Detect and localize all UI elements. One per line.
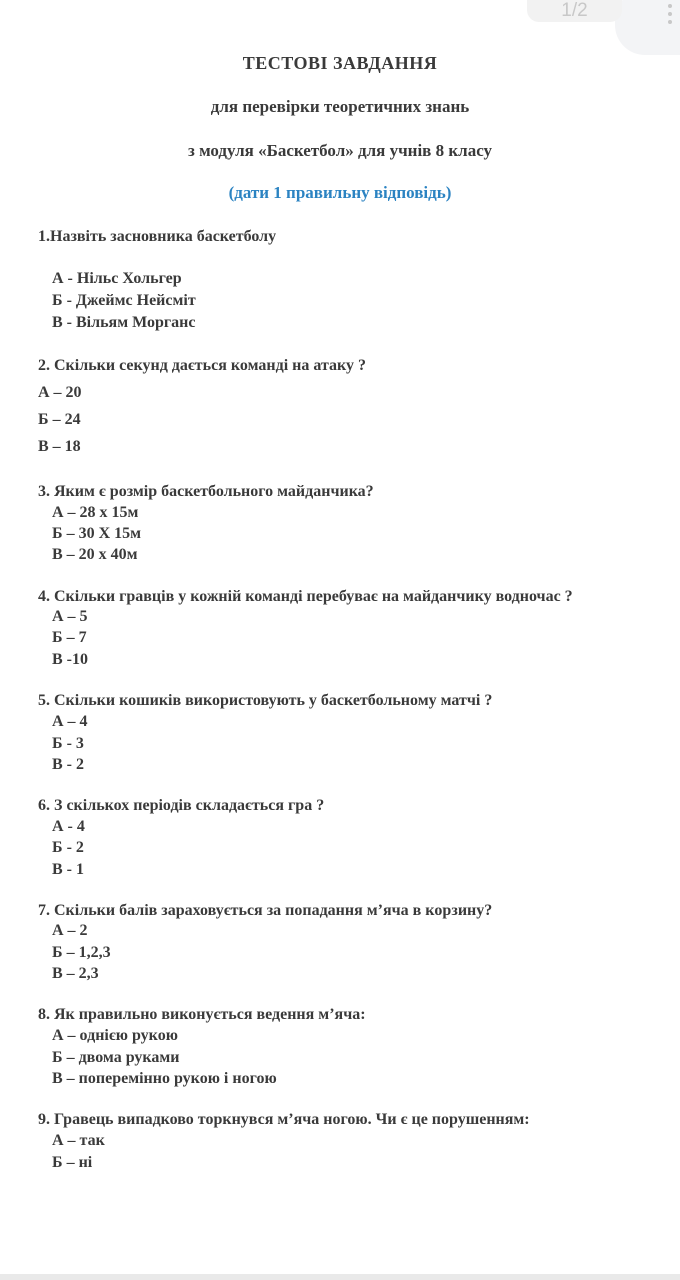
question-6-option-a: А - 4 bbox=[52, 818, 85, 835]
question-5-option-c: В - 2 bbox=[52, 756, 84, 773]
question-1-option-c: В - Вільям Морганс bbox=[52, 314, 196, 331]
question-1-option-a: А - Нільс Хольгер bbox=[52, 270, 182, 287]
question-8-option-b: Б – двома руками bbox=[52, 1049, 180, 1066]
question-6-option-c: В - 1 bbox=[52, 861, 84, 878]
question-8-option-c: В – поперемінно рукою і ногою bbox=[52, 1070, 277, 1087]
question-6: 6. З скількох періодів складається гра ? bbox=[38, 797, 325, 814]
instruction-note: (дати 1 правильну відповідь) bbox=[228, 183, 452, 202]
more-options-icon[interactable] bbox=[666, 4, 674, 26]
question-9-option-b: Б – ні bbox=[52, 1154, 93, 1171]
question-7-option-c: В – 2,3 bbox=[52, 965, 99, 982]
question-4: 4. Скільки гравців у кожній команді перебуває на майданчику водночас ? bbox=[38, 588, 573, 605]
question-3: 3. Яким є розмір баскетбольного майданчика? bbox=[38, 483, 374, 500]
document-subtitle-2: з модуля «Баскетбол» для учнів 8 класу bbox=[187, 141, 493, 160]
question-2-option-a: А – 20 bbox=[38, 384, 82, 401]
document-title: ТЕСТОВІ ЗАВДАННЯ bbox=[242, 53, 438, 73]
page-indicator: 1/2 bbox=[527, 0, 622, 22]
question-7: 7. Скільки балів зараховується за попадання м’яча в корзину? bbox=[38, 902, 493, 919]
question-1: 1.Назвіть засновника баскетболу bbox=[38, 228, 277, 245]
question-3-option-c: В – 20 х 40м bbox=[52, 546, 138, 563]
question-7-option-a: А – 2 bbox=[52, 922, 88, 939]
question-9-option-a: А – так bbox=[52, 1132, 105, 1149]
question-4-option-a: А – 5 bbox=[52, 608, 88, 625]
question-2-option-b: Б – 24 bbox=[38, 411, 81, 428]
question-8: 8. Як правильно виконується ведення м’яча: bbox=[38, 1006, 366, 1023]
question-4-option-c: В -10 bbox=[52, 651, 88, 668]
document-subtitle-1: для перевірки теоретичних знань bbox=[210, 97, 470, 116]
question-8-option-a: А – однією рукою bbox=[52, 1027, 178, 1044]
question-1-option-b: Б - Джеймс Нейсміт bbox=[52, 292, 196, 309]
question-5-option-b: Б - 3 bbox=[52, 735, 84, 752]
question-9: 9. Гравець випадково торкнувся м’яча ногою. Чи є це порушенням: bbox=[38, 1111, 530, 1128]
question-3-option-a: А – 28 х 15м bbox=[52, 504, 139, 521]
question-2: 2. Скільки секунд дається команді на атаку ? bbox=[38, 357, 366, 374]
question-3-option-b: Б – 30 Х 15м bbox=[52, 525, 142, 542]
question-5: 5. Скільки кошиків використовують у баскетбольному матчі ? bbox=[38, 692, 493, 709]
question-5-option-a: А – 4 bbox=[52, 713, 88, 730]
question-4-option-b: Б – 7 bbox=[52, 629, 87, 646]
bottom-bar bbox=[0, 1274, 680, 1280]
question-7-option-b: Б – 1,2,3 bbox=[52, 944, 111, 961]
question-6-option-b: Б - 2 bbox=[52, 839, 84, 856]
question-2-option-c: В – 18 bbox=[38, 438, 81, 455]
